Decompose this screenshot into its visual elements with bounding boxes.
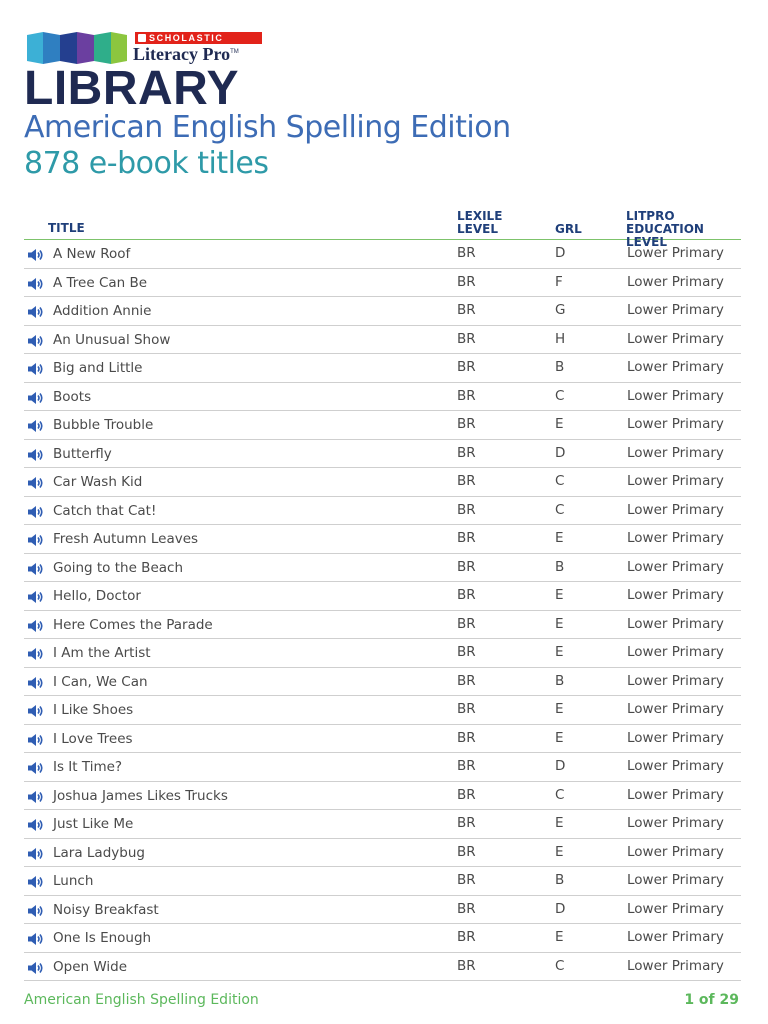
education-level: Lower Primary — [627, 815, 724, 831]
grl-level: B — [555, 672, 565, 689]
education-level: Lower Primary — [627, 359, 724, 375]
grl-level: E — [555, 729, 564, 746]
education-level: Lower Primary — [627, 615, 724, 632]
education-level: Lower Primary — [627, 444, 724, 461]
book-title[interactable]: I Can, We Can — [53, 673, 148, 690]
table-row — [24, 782, 741, 811]
speaker-audio-icon[interactable] — [27, 703, 45, 717]
table-row — [24, 383, 741, 412]
speaker-audio-icon[interactable] — [27, 418, 45, 432]
grl-level: E — [555, 843, 564, 860]
book-title[interactable]: I Like Shoes — [53, 702, 134, 718]
lexile-level: BR — [457, 957, 476, 974]
speaker-audio-icon[interactable] — [27, 561, 45, 575]
book-title[interactable]: Addition Annie — [53, 303, 152, 319]
grl-level: C — [555, 473, 565, 489]
book-title[interactable]: Hello, Doctor — [53, 588, 141, 604]
lexile-level: BR — [457, 387, 476, 404]
lexile-level: BR — [457, 587, 476, 603]
grl-level: G — [555, 302, 566, 318]
lexile-level: BR — [457, 815, 476, 831]
lexile-level: BR — [457, 245, 476, 261]
speaker-audio-icon[interactable] — [27, 504, 45, 518]
education-level: Lower Primary — [627, 473, 724, 489]
education-level: Lower Primary — [627, 843, 724, 860]
edition-title: American English Spelling Edition — [24, 110, 511, 145]
education-level: Lower Primary — [627, 245, 724, 261]
grl-level: D — [555, 758, 566, 774]
table-row — [24, 297, 741, 326]
table-row — [24, 696, 741, 725]
table-row — [24, 639, 741, 668]
lexile-level: BR — [457, 615, 476, 632]
education-level: Lower Primary — [627, 672, 724, 689]
grl-level: E — [555, 644, 564, 660]
education-level: Lower Primary — [627, 900, 724, 917]
column-lexile: LEXILE LEVEL — [457, 209, 503, 236]
grl-level: E — [555, 530, 564, 546]
education-level: Lower Primary — [627, 587, 724, 603]
grl-level: F — [555, 273, 563, 290]
table-row — [24, 525, 741, 554]
book-title[interactable]: One Is Enough — [53, 930, 152, 946]
grl-level: B — [555, 558, 565, 575]
book-title[interactable]: Butterfly — [53, 445, 112, 462]
book-title[interactable]: Open Wide — [53, 958, 128, 975]
speaker-audio-icon[interactable] — [27, 760, 45, 774]
speaker-audio-icon[interactable] — [27, 247, 45, 261]
table-row — [24, 497, 741, 526]
lexile-level: BR — [457, 672, 476, 689]
lexile-level: BR — [457, 501, 476, 518]
library-heading: LIBRARY — [24, 62, 240, 115]
grl-level: D — [555, 444, 566, 461]
table-row — [24, 896, 741, 925]
speaker-audio-icon[interactable] — [27, 874, 45, 888]
product-name: Literacy Pro™ — [133, 44, 239, 64]
speaker-audio-icon[interactable] — [27, 789, 45, 803]
lexile-level: BR — [457, 444, 476, 461]
book-title[interactable]: I Am the Artist — [53, 645, 151, 661]
speaker-audio-icon[interactable] — [27, 817, 45, 831]
grl-level: E — [555, 615, 564, 632]
column-education-level: LITPRO EDUCATION LEVEL — [626, 209, 704, 249]
grl-level: E — [555, 587, 564, 603]
education-level: Lower Primary — [627, 302, 724, 318]
book-title[interactable]: Car Wash Kid — [53, 474, 143, 490]
education-level: Lower Primary — [627, 758, 724, 774]
books-logo-icon — [27, 32, 127, 64]
lexile-level: BR — [457, 473, 476, 489]
book-title[interactable]: Catch that Cat! — [53, 502, 157, 519]
title-count: 878 e-book titles — [24, 146, 269, 181]
lexile-level: BR — [457, 273, 476, 290]
table-row — [24, 839, 741, 868]
grl-level: B — [555, 359, 565, 375]
book-title[interactable]: A New Roof — [53, 246, 131, 262]
education-level: Lower Primary — [627, 330, 724, 347]
grl-level: C — [555, 501, 565, 518]
column-grl: GRL — [555, 222, 582, 236]
lexile-level: BR — [457, 786, 476, 803]
table-row — [24, 440, 741, 469]
book-title[interactable]: Just Like Me — [53, 816, 134, 832]
grl-level: E — [555, 815, 564, 831]
book-title[interactable]: Here Comes the Parade — [53, 616, 213, 633]
book-title[interactable]: Fresh Autumn Leaves — [53, 531, 199, 547]
lexile-level: BR — [457, 872, 476, 888]
speaker-audio-icon[interactable] — [27, 931, 45, 945]
lexile-level: BR — [457, 758, 476, 774]
table-row — [24, 354, 741, 383]
table-row — [24, 611, 741, 640]
table-row — [24, 953, 741, 982]
lexile-level: BR — [457, 330, 476, 347]
speaker-audio-icon[interactable] — [27, 846, 45, 860]
book-title[interactable]: Lara Ladybug — [53, 844, 145, 861]
grl-level: E — [555, 416, 564, 432]
grl-level: C — [555, 387, 565, 404]
book-title[interactable]: I Love Trees — [53, 730, 133, 747]
book-title[interactable]: Noisy Breakfast — [53, 901, 159, 918]
table-row — [24, 867, 741, 896]
speaker-audio-icon[interactable] — [27, 960, 45, 974]
grl-level: E — [555, 929, 564, 945]
lexile-level: BR — [457, 302, 476, 318]
speaker-audio-icon[interactable] — [27, 390, 45, 404]
lexile-level: BR — [457, 530, 476, 546]
education-level: Lower Primary — [627, 729, 724, 746]
speaker-audio-icon[interactable] — [27, 276, 45, 290]
lexile-level: BR — [457, 359, 476, 375]
book-title[interactable]: Going to the Beach — [53, 559, 183, 576]
footer-edition: American English Spelling Edition — [24, 992, 259, 1008]
speaker-audio-icon[interactable] — [27, 361, 45, 375]
lexile-level: BR — [457, 644, 476, 660]
table-row — [24, 725, 741, 754]
column-title: TITLE — [48, 221, 85, 235]
lexile-level: BR — [457, 416, 476, 432]
education-level: Lower Primary — [627, 701, 724, 717]
education-level: Lower Primary — [627, 387, 724, 404]
book-title[interactable]: Bubble Trouble — [53, 417, 154, 433]
trademark: TM — [230, 49, 239, 55]
education-level: Lower Primary — [627, 644, 724, 660]
speaker-audio-icon[interactable] — [27, 732, 45, 746]
education-level: Lower Primary — [627, 929, 724, 945]
education-level: Lower Primary — [627, 273, 724, 290]
table-row — [24, 468, 741, 497]
education-level: Lower Primary — [627, 872, 724, 888]
book-title[interactable]: Is It Time? — [53, 759, 123, 775]
speaker-audio-icon[interactable] — [27, 646, 45, 660]
grl-level: D — [555, 245, 566, 261]
lexile-level: BR — [457, 900, 476, 917]
education-level: Lower Primary — [627, 416, 724, 432]
table-row — [24, 554, 741, 583]
grl-level: C — [555, 957, 565, 974]
scholastic-badge: SCHOLASTIC — [135, 32, 262, 44]
grl-level: B — [555, 872, 565, 888]
education-level: Lower Primary — [627, 530, 724, 546]
table-header — [24, 206, 741, 249]
speaker-audio-icon[interactable] — [27, 618, 45, 632]
grl-level: E — [555, 701, 564, 717]
table-row — [24, 924, 741, 953]
speaker-audio-icon[interactable] — [27, 447, 45, 461]
book-title[interactable]: Joshua James Likes Trucks — [53, 787, 228, 804]
book-title[interactable]: A Tree Can Be — [53, 274, 148, 291]
table-row — [24, 753, 741, 782]
book-title[interactable]: Boots — [53, 388, 92, 405]
lexile-level: BR — [457, 729, 476, 746]
education-level: Lower Primary — [627, 501, 724, 518]
book-list — [24, 240, 741, 981]
speaker-audio-icon[interactable] — [27, 903, 45, 917]
table-row — [24, 582, 741, 611]
lexile-level: BR — [457, 929, 476, 945]
table-row — [24, 269, 741, 298]
education-level: Lower Primary — [627, 558, 724, 575]
book-title[interactable]: An Unusual Show — [53, 331, 171, 348]
speaker-audio-icon[interactable] — [27, 675, 45, 689]
lexile-level: BR — [457, 701, 476, 717]
page-number: 1 of 29 — [684, 992, 739, 1008]
lexile-level: BR — [457, 558, 476, 575]
education-level: Lower Primary — [627, 957, 724, 974]
book-title[interactable]: Lunch — [53, 873, 94, 889]
grl-level: D — [555, 900, 566, 917]
table-row — [24, 411, 741, 440]
table-row — [24, 240, 741, 269]
speaker-audio-icon[interactable] — [27, 475, 45, 489]
table-row — [24, 326, 741, 355]
speaker-audio-icon[interactable] — [27, 589, 45, 603]
book-title[interactable]: Big and Little — [53, 360, 143, 376]
speaker-audio-icon[interactable] — [27, 333, 45, 347]
education-level: Lower Primary — [627, 786, 724, 803]
table-row — [24, 810, 741, 839]
speaker-audio-icon[interactable] — [27, 304, 45, 318]
grl-level: H — [555, 330, 566, 347]
lexile-level: BR — [457, 843, 476, 860]
grl-level: C — [555, 786, 565, 803]
table-row — [24, 668, 741, 697]
speaker-audio-icon[interactable] — [27, 532, 45, 546]
